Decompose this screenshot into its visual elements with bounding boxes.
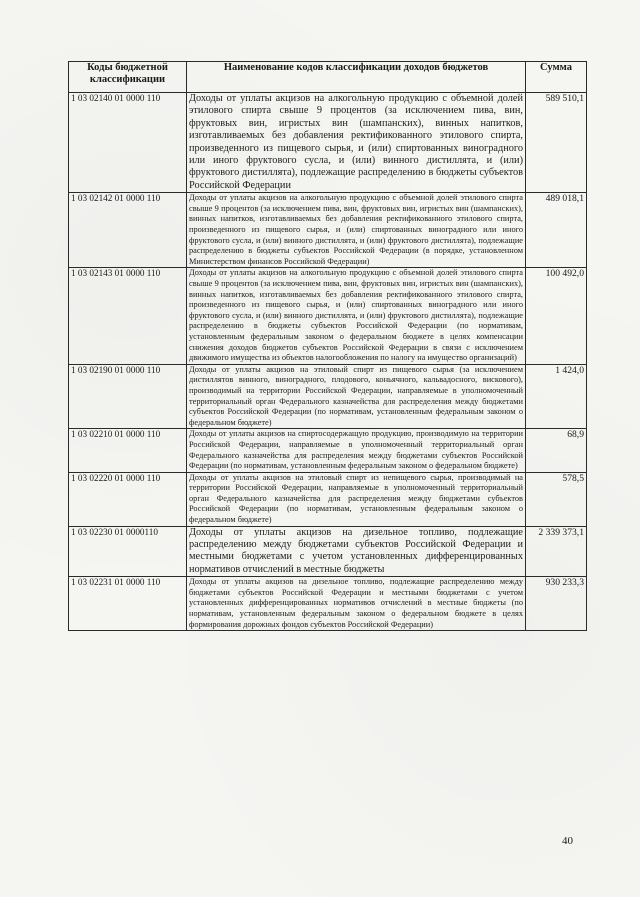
row-description: Доходы от уплаты акцизов на дизельное топливо, подлежащие распределению между бюджетами субъектов Российской Федерации и местными бюджетами с учетом установленных дифференцированных нормативов отчислений в местные бюджеты [187,526,526,577]
row-sum: 2 339 373,1 [526,526,587,577]
row-description: Доходы от уплаты акцизов на этиловый спирт из непищевого сырья, производимый на территории Российской Федерации, направляемые в уполномоченный территориальный орган Федерального казначейства для распределения между бюджетами субъектов Российской Федерации (по нормативам, установленным федеральным законом о федеральном бюджете) [187,472,526,526]
row-description: Доходы от уплаты акцизов на этиловый спирт из пищевого сырья (за исключением дистиллятов винного, виноградного, плодового, коньячного, кальвадосного, вискового), производимый на территории Российской Федерации, направляемые в уполномоченный территориальный орган Федерального казначейства для распределения между бюджетами субъектов Российской Федерации (по нормативам, установленным федеральным законом о федеральном бюджете) [187,364,526,429]
header-name: Наименование кодов классификации доходов бюджетов [187,62,526,93]
row-description: Доходы от уплаты акцизов на спиртосодержащую продукцию, производимую на территории Российской Федерации, направляемые в уполномоченный территориальный орган Федерального казначейства для распределения между бюджетами субъектов Российской Федерации (по нормативам, установленным федеральным законом о федеральном бюджете) [187,429,526,472]
header-code: Коды бюджетной классификации [69,62,187,93]
row-sum: 589 510,1 [526,93,587,193]
table-row [69,93,587,193]
row-sum: 1 424,0 [526,364,587,429]
header-sum: Сумма [526,62,587,93]
table-row [69,193,587,268]
row-sum: 489 018,1 [526,193,587,268]
row-sum: 930 233,3 [526,577,587,631]
row-code: 1 03 02140 01 0000 110 [69,93,187,193]
row-description: Доходы от уплаты акцизов на алкогольную продукцию с объемной долей этилового спирта свыше 9 процентов (за исключением пива, вин, фруктовых вин, игристых вин (шампанских), винных напитков, изготавливаемых без добавления ректификованного этилового спирта, произведенного из пищевого сырья, и (или) спиртованных виноградного или иного фруктового сусла, и (или) винного дистиллята, и (или) фруктового дистиллята), подлежащие распределению в бюджеты субъектов Российской Федерации (в порядке, установленном Министерством финансов Российской Федерации) [187,193,526,268]
table-row [69,364,587,429]
table-row [69,526,587,577]
row-code: 1 03 02231 01 0000 110 [69,577,187,631]
row-description: Доходы от уплаты акцизов на дизельное топливо, подлежащие распределению между бюджетами субъектов Российской Федерации и местными бюджетами с учетом установленных дифференцированных нормативов отчислений в местные бюджеты (по нормативам, установленным федеральным законом о федеральном бюджете в целях формирования дорожных фондов субъектов Российской Федерации) [187,577,526,631]
table-header-row [69,62,587,93]
row-code: 1 03 02220 01 0000 110 [69,472,187,526]
table-row [69,429,587,472]
budget-revenue-table [68,61,587,631]
row-sum: 68,9 [526,429,587,472]
page-number: 40 [562,835,573,847]
row-code: 1 03 02142 01 0000 110 [69,193,187,268]
row-code: 1 03 02143 01 0000 110 [69,268,187,364]
row-code: 1 03 02210 01 0000 110 [69,429,187,472]
row-description: Доходы от уплаты акцизов на алкогольную продукцию с объемной долей этилового спирта свыше 9 процентов (за исключением пива, вин, фруктовых вин, игристых вин (шампанских), винных напитков, изготавливаемых без добавления ректификованного этилового спирта, произведенного из пищевого сырья, и (или) спиртованных виноградного или иного фруктового сусла, и (или) винного дистиллята, и (или) фруктового дистиллята), подлежащие распределению в бюджеты субъектов Российской Федерации [187,93,526,193]
row-code: 1 03 02190 01 0000 110 [69,364,187,429]
row-sum: 578,5 [526,472,587,526]
table-row [69,577,587,631]
row-code: 1 03 02230 01 0000110 [69,526,187,577]
row-sum: 100 492,0 [526,268,587,364]
table-row [69,268,587,364]
row-description: Доходы от уплаты акцизов на алкогольную продукцию с объемной долей этилового спирта свыше 9 процентов (за исключением пива, вин, фруктовых вин, игристых вин (шампанских), винных напитков, изготавливаемых без добавления ректификованного этилового спирта, произведенного из пищевого сырья, и (или) спиртованных виноградного или иного фруктового сусла, и (или) винного дистиллята, и (или) фруктового дистиллята), подлежащие распределению в бюджеты субъектов Российской Федерации (по нормативам, установленным федеральным законом о федеральном бюджете в целях компенсации снижения доходов бюджетов субъектов Российской Федерации в связи с исключением движимого имущества из объектов налогообложения по налогу на имущество организаций) [187,268,526,364]
table-row [69,472,587,526]
